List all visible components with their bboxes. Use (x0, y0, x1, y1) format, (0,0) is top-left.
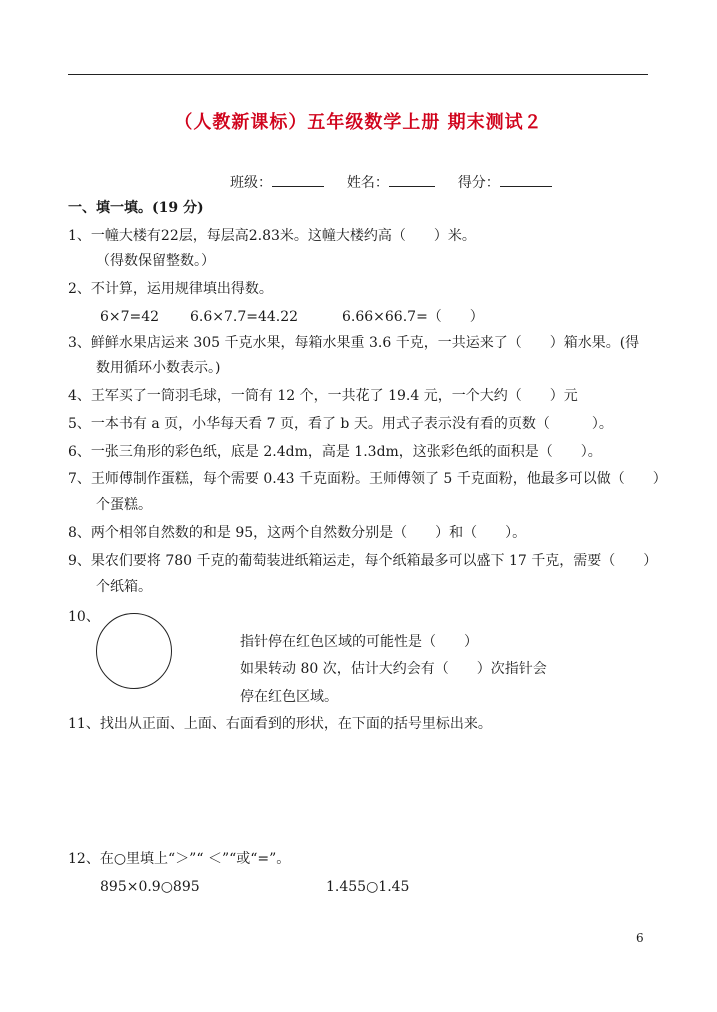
question-11: 11、找出从正面、上面、右面看到的形状，在下面的括号里标出来。 (68, 716, 492, 732)
name-label: 姓名： (346, 175, 389, 191)
question-8: 8、两个相邻自然数的和是 95，这两个自然数分别是（ ）和（ ）。 (68, 525, 527, 541)
spinner-circle (96, 613, 172, 689)
question-2-a: 6×7=42 (100, 309, 160, 325)
top-rule (68, 74, 648, 75)
question-2-b: 6.6×7.7=44.22 (190, 309, 299, 325)
class-blank (272, 172, 324, 187)
question-5: 5、一本书有 a 页，小华每天看 7 页，看了 b 天。用式子表示没有看的页数（ ）。 (68, 416, 613, 432)
question-10-line1: 指针停在红色区域的可能性是（ ） (240, 634, 478, 650)
question-12: 12、在○里填上“＞”“ ＜”“或“=”。 (68, 851, 291, 867)
score-blank (500, 172, 552, 187)
question-6: 6、一张三角形的彩色纸，底是 2.4dm，高是 1.3dm，这张彩色纸的面积是（ ）。 (68, 444, 602, 460)
page-title: （人教新课标）五年级数学上册 期末测试２ (174, 112, 543, 133)
section-heading: 一、填一填。(19 分) (68, 200, 204, 216)
question-12-a: 895×0.9○895 (100, 879, 200, 895)
question-7-cont: 个蛋糕。 (96, 497, 152, 513)
question-2-c: 6.66×66.7=（ ） (342, 309, 484, 325)
question-4: 4、王军买了一筒羽毛球，一筒有 12 个，一共花了 19.4 元，一个大约（ ）元 (68, 388, 578, 404)
score-label: 得分： (457, 175, 500, 191)
question-9: 9、果农们要将 780 千克的葡萄装进纸箱运走，每个纸箱最多可以盛下 17 千克，需要（ ） (68, 553, 658, 569)
question-9-cont: 个纸箱。 (96, 579, 152, 595)
question-1-note: （得数保留整数。） (96, 253, 215, 269)
question-10-label: 10、 (68, 609, 100, 625)
question-2: 2、不计算，运用规律填出得数。 (68, 281, 273, 297)
question-12-b: 1.455○1.45 (326, 879, 410, 895)
question-7: 7、王师傅制作蛋糕，每个需要 0.43 千克面粉。王师傅领了 5 千克面粉，他最多可以做（ ） (68, 471, 667, 487)
name-blank (389, 172, 435, 187)
student-info-line (230, 172, 552, 192)
class-label: 班级： (230, 175, 272, 191)
page-number: 6 (636, 931, 644, 945)
question-1: 1、一幢大楼有22层，每层高2.83米。这幢大楼约高（ ）米。 (68, 228, 476, 244)
question-10-line2: 如果转动 80 次，估计大约会有（ ）次指针会 (240, 661, 547, 677)
question-3: 3、鲜鲜水果店运来 305 千克水果，每箱水果重 3.6 千克，一共运来了（ ）箱水果。(得 (68, 335, 640, 351)
question-3-cont: 数用循环小数表示。) (96, 360, 221, 376)
question-10-line3: 停在红色区域。 (240, 689, 338, 705)
